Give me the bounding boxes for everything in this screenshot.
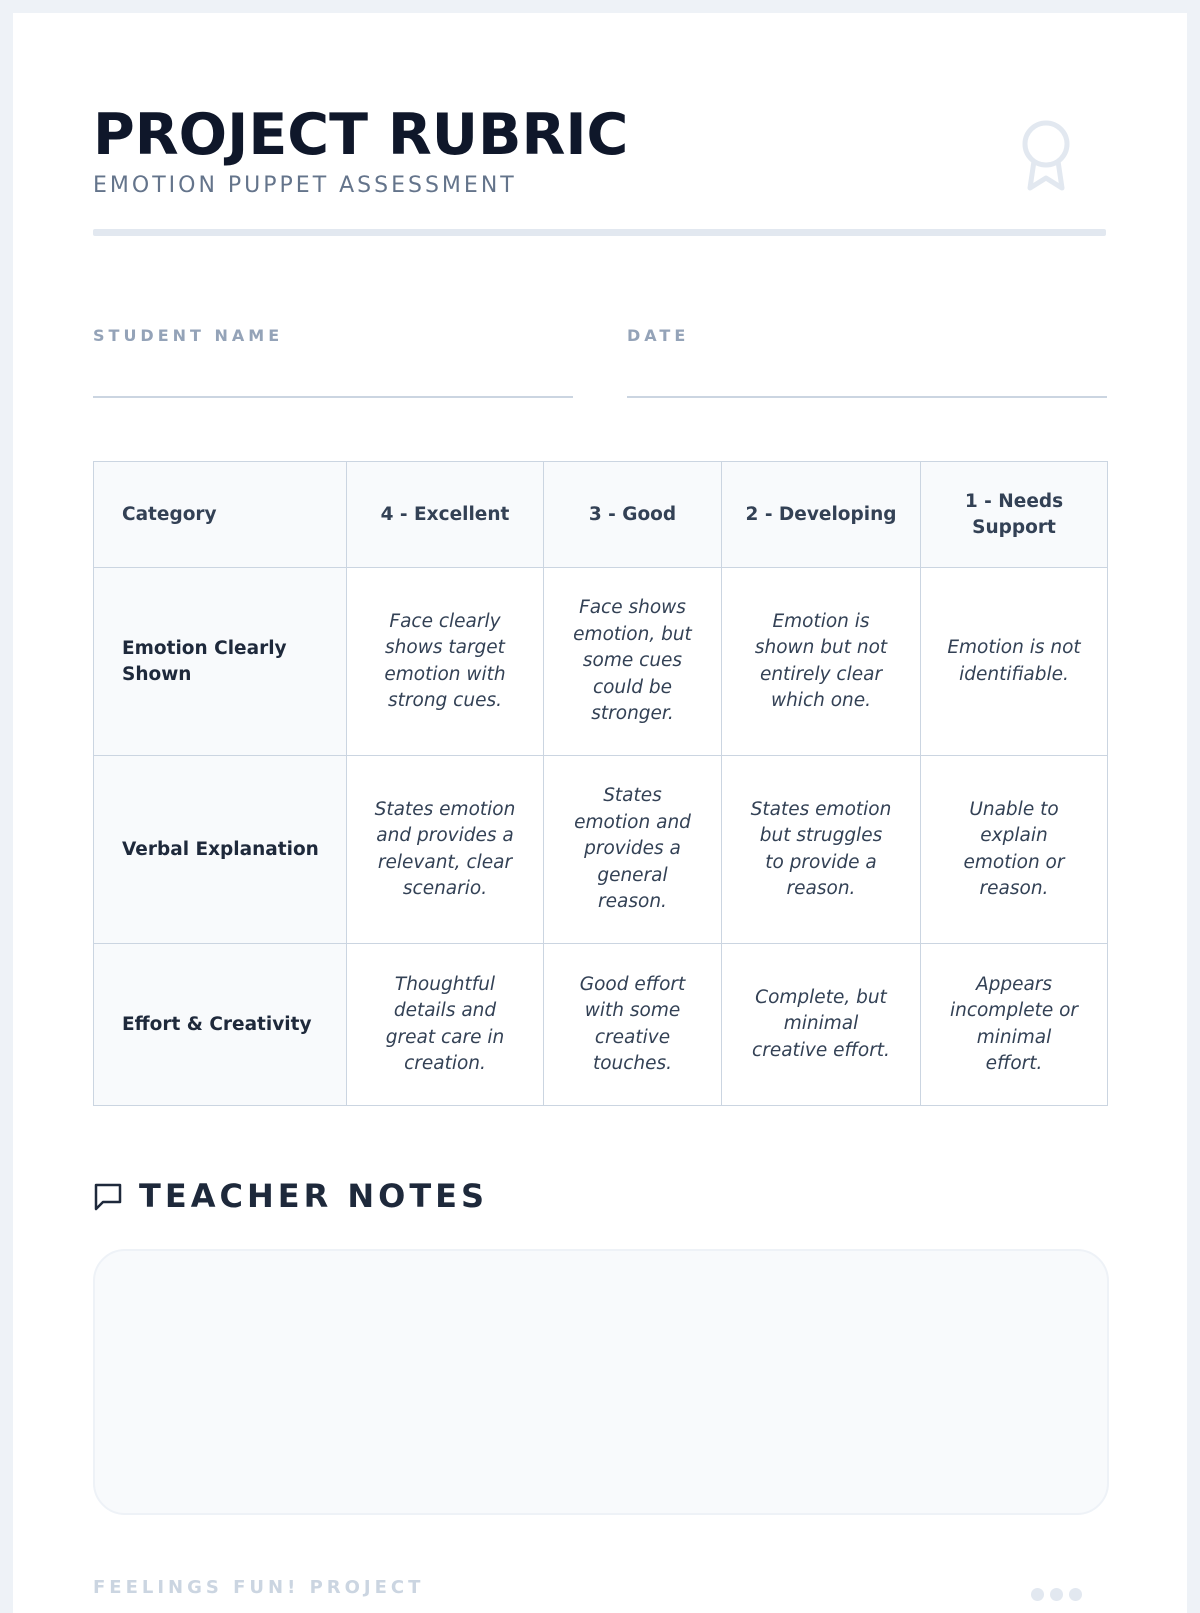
rubric-cell: Thoughtful details and great care in creation. [347,944,544,1106]
student-name-label: STUDENT NAME [93,326,284,345]
date-label: DATE [627,326,690,345]
rubric-header-row [94,462,1108,568]
rubric-cell: States emotion and provides a general reason. [544,756,722,944]
rubric-cell: States emotion and provides a relevant, clear scenario. [347,756,544,944]
rubric-cell: Emotion is not identifiable. [921,568,1108,756]
table-row [94,944,1108,1106]
row-category: Emotion Clearly Shown [94,568,347,756]
footer-dot [1031,1588,1044,1601]
footer-dot [1050,1588,1063,1601]
teacher-notes-box[interactable] [93,1249,1109,1515]
rubric-cell: States emotion but struggles to provide a reason. [722,756,921,944]
rubric-cell: Complete, but minimal creative effort. [722,944,921,1106]
award-ribbon-icon [1018,116,1074,192]
rubric-sheet [13,13,1187,1613]
page-subtitle: EMOTION PUPPET ASSESSMENT [93,173,517,198]
page-title: PROJECT RUBRIC [93,102,629,168]
footer-dots [1031,1586,1088,1605]
rubric-cell: Face shows emotion, but some cues could be stronger. [544,568,722,756]
column-header-developing: 2 - Developing [722,462,921,568]
table-row [94,756,1108,944]
column-header-excellent: 4 - Excellent [347,462,544,568]
header-divider [93,229,1106,236]
footer-dot [1069,1588,1082,1601]
student-name-field[interactable] [93,396,573,398]
date-field[interactable] [627,396,1107,398]
column-header-good: 3 - Good [544,462,722,568]
rubric-cell: Emotion is shown but not entirely clear which one. [722,568,921,756]
message-square-icon [93,1181,123,1211]
table-row [94,568,1108,756]
rubric-cell: Appears incomplete or minimal effort. [921,944,1108,1106]
rubric-cell: Unable to explain emotion or reason. [921,756,1108,944]
row-category: Verbal Explanation [94,756,347,944]
row-category: Effort & Creativity [94,944,347,1106]
rubric-table [93,461,1108,1106]
teacher-notes-title: TEACHER NOTES [139,1177,489,1215]
footer-project-label: FEELINGS FUN! PROJECT [93,1577,425,1598]
rubric-cell: Good effort with some creative touches. [544,944,722,1106]
column-header-needs-support: 1 - Needs Support [921,462,1108,568]
rubric-cell: Face clearly shows target emotion with strong cues. [347,568,544,756]
column-header-category: Category [94,462,347,568]
